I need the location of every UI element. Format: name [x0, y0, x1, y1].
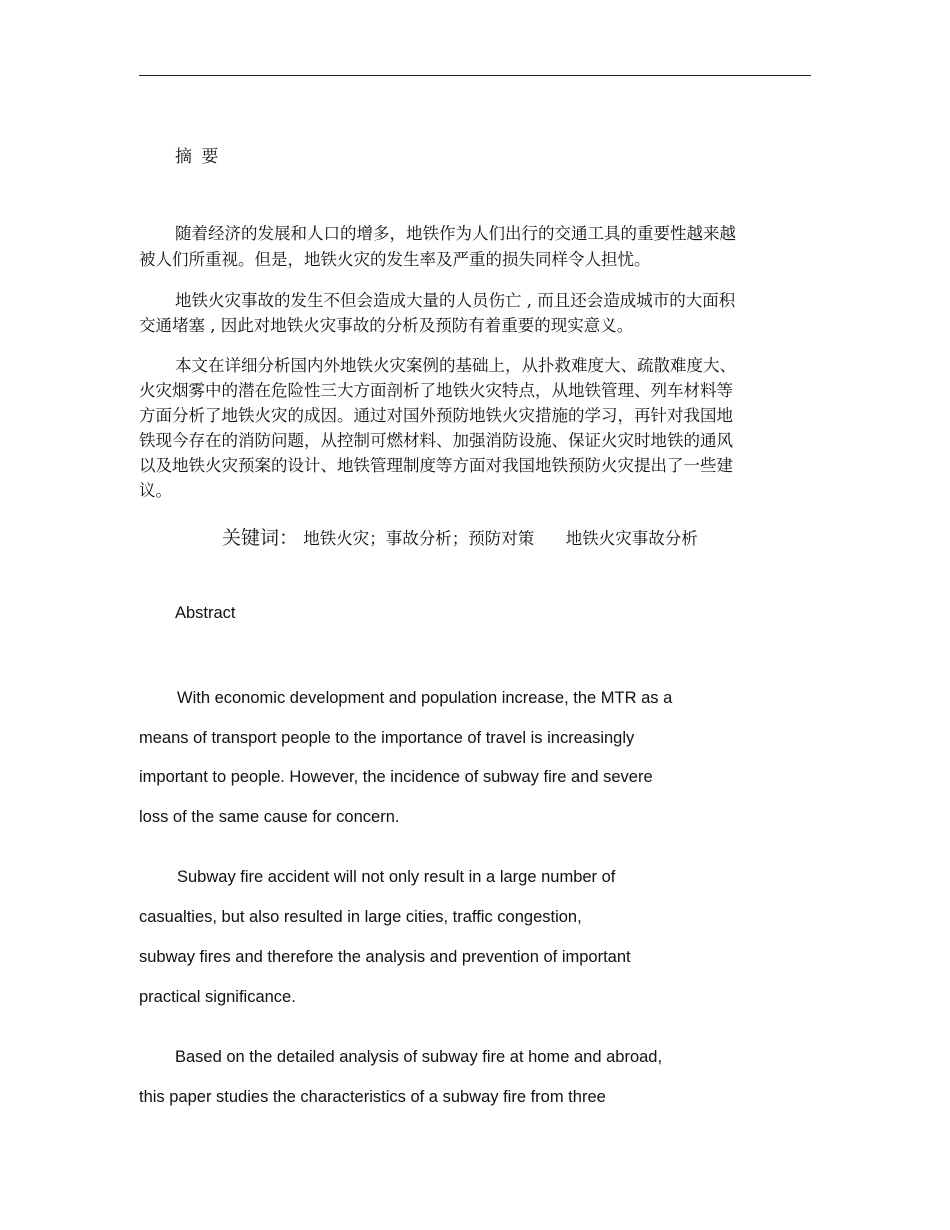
text-line: this paper studies the characteristics of a subway fire from three — [139, 1088, 606, 1106]
text-line: 以及地铁火灾预案的设计、地铁管理制度等方面对我国地铁预防火灾提出了一些建 — [139, 456, 733, 475]
keywords-label: 关键词： — [222, 527, 299, 549]
text-line: 火灾烟雾中的潜在危险性三大方面剖析了地铁火灾特点，从地铁管理、列车材料等 — [139, 381, 733, 400]
abstract-en-heading: Abstract — [175, 604, 236, 622]
text-line: 交通堵塞 , 因此对地铁火灾事故的分析及预防有着重要的现实意义。 — [139, 316, 634, 335]
text-line: subway fires and therefore the analysis and prevention of important — [139, 948, 631, 966]
keywords-list: 地铁火灾；事故分析；预防对策 地铁火灾事故分析 — [303, 529, 698, 548]
text-line: 本文在详细分析国内外地铁火灾案例的基础上，从扑救难度大、疏散难度大、 — [175, 356, 736, 375]
text-line: means of transport people to the importance of travel is increasingly — [139, 729, 635, 747]
text-line: 随着经济的发展和人口的增多，地铁作为人们出行的交通工具的重要性越来越 — [175, 224, 736, 243]
text-line: casualties, but also resulted in large cities, traffic congestion, — [139, 908, 582, 926]
text-line: 铁现今存在的消防问题，从控制可燃材料、加强消防设施、保证火灾时地铁的通风 — [139, 431, 733, 450]
keywords-line — [222, 527, 698, 550]
text-line: 方面分析了地铁火灾的成因。通过对国外预防地铁火灾措施的学习，再针对我国地 — [139, 406, 733, 425]
text-line: 议。 — [139, 481, 172, 500]
text-line: Based on the detailed analysis of subway fire at home and abroad, — [175, 1048, 663, 1066]
text-line: With economic development and population increase, the MTR as a — [177, 689, 673, 707]
header-rule — [139, 75, 811, 76]
text-line: 地铁火灾事故的发生不但会造成大量的人员伤亡 , 而且还会造成城市的大面积 — [175, 291, 736, 310]
abstract-zh-heading: 摘 要 — [175, 147, 221, 167]
text-line: 被人们所重视。但是，地铁火灾的发生率及严重的损失同样令人担忧。 — [139, 250, 651, 269]
text-line: Subway fire accident will not only result in a large number of — [177, 868, 616, 886]
text-line: loss of the same cause for concern. — [139, 808, 400, 826]
text-line: practical significance. — [139, 988, 296, 1006]
text-line: important to people. However, the incidence of subway fire and severe — [139, 768, 653, 786]
